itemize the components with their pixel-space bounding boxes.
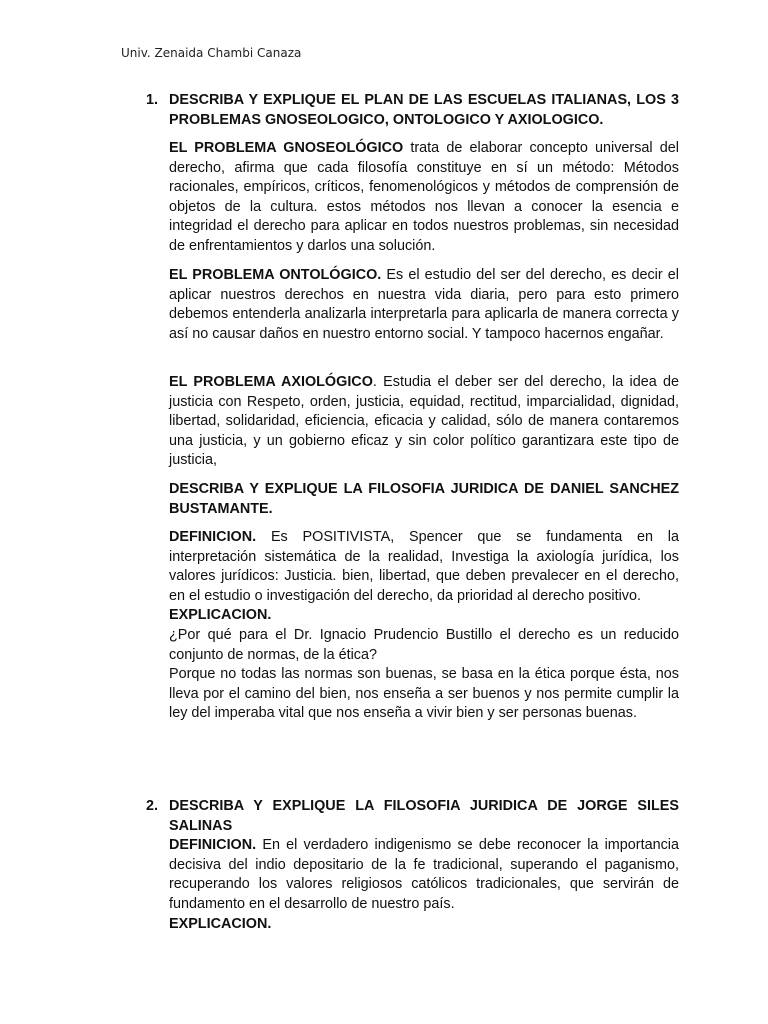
section-2-definicion-text: En el verdadero indigenismo se debe reconocer la importancia decisiva del indio depositario de la fe tradicional, superando el paganismo, recuperando los valores religiosos católicos tradicionales, que servirán de fundamento en el desarrollo de nuestro país. (169, 837, 679, 912)
definicion-text: Es POSITIVISTA, Spencer que se fundamenta en la interpretación sistemática de la realidad, Investiga la axiología jurídica, los valores jurídicos: Justicia. bien, libertad, que deben prevalecer en el derecho, en el estudio o investigación del derecho, da prioridad al derecho positivo. (169, 529, 679, 604)
gnoseologico-text: trata de elaborar concepto universal del derecho, afirma que cada filosofía constituye en sí un método: Métodos racionales, empíricos, críticos, fenomenológicos y métodos de comprensión de objetos de la cultura. estos métodos nos llevan a conocer la esencia e integridad el derecho para aplicar en todos nuestros problemas, sin necesidad de enfrentamientos y darlos una solución. (169, 140, 679, 254)
section-2-number: 2. (146, 798, 159, 814)
definicion-paragraph (169, 528, 679, 724)
axiologico-paragraph (169, 373, 679, 471)
ontologico-text: Es el estudio del ser del derecho, es decir el aplicar nuestros derechos en nuestra vida diaria, pero para esto primero debemos entenderla analizarla interpretarla para aplicarla de manera correcta y así no causar daños en nuestro entorno social. Y tampoco hacernos engañar. (169, 267, 679, 342)
section-2-explicacion-title: EXPLICACION. (169, 915, 272, 932)
ontologico-title: EL PROBLEMA ONTOLÓGICO. (169, 267, 382, 283)
axiologico-text: . Estudia el deber ser del derecho, la idea de justicia con Respeto, orden, justicia, equidad, rectitud, imparcialidad, dignidad, libertad, solidaridad, eficiencia, eficacia y calidad, sólo de manera contaremos una justicia, y un gobierno eficaz y sin color político garantizara este tipo de justicia, (169, 374, 679, 469)
section-1-question: DESCRIBA Y EXPLIQUE EL PLAN DE LAS ESCUELAS ITALIANAS, LOS 3 PROBLEMAS GNOSEOLOGICO, ONTOLOGICO Y AXIOLOGICO. (169, 92, 679, 128)
daniel-sanchez-question: DESCRIBA Y EXPLIQUE LA FILOSOFIA JURIDICA DE DANIEL SANCHEZ BUSTAMANTE. (169, 481, 679, 517)
definicion-title: DEFINICION. (169, 529, 257, 545)
section-1-number: 1. (146, 92, 159, 108)
explicacion-question: ¿Por qué para el Dr. Ignacio Prudencio Bustillo el derecho es un reducido conjunto de normas, de la ética? (169, 626, 679, 663)
explicacion-title: EXPLICACION. (169, 607, 272, 624)
section-2-question: DESCRIBA Y EXPLIQUE LA FILOSOFIA JURIDICA DE JORGE SILES SALINAS (169, 798, 679, 834)
ontologico-paragraph (169, 266, 679, 344)
author-header: Univ. Zenaida Chambi Canaza (121, 46, 302, 60)
gnoseologico-title: EL PROBLEMA GNOSEOLÓGICO (169, 140, 404, 156)
axiologico-title: EL PROBLEMA AXIOLÓGICO (169, 374, 373, 390)
explicacion-answer: Porque no todas las normas son buenas, se basa en la ética porque ésta, nos lleva por el camino del bien, nos enseña a ser buenos y nos permite cumplir la ley del imperaba vital que nos enseña a vivir bien y ser personas buenas. (169, 666, 679, 722)
gnoseologico-paragraph (169, 139, 679, 257)
section-2-content (169, 797, 679, 934)
section-2-definicion-title: DEFINICION. (169, 837, 257, 854)
